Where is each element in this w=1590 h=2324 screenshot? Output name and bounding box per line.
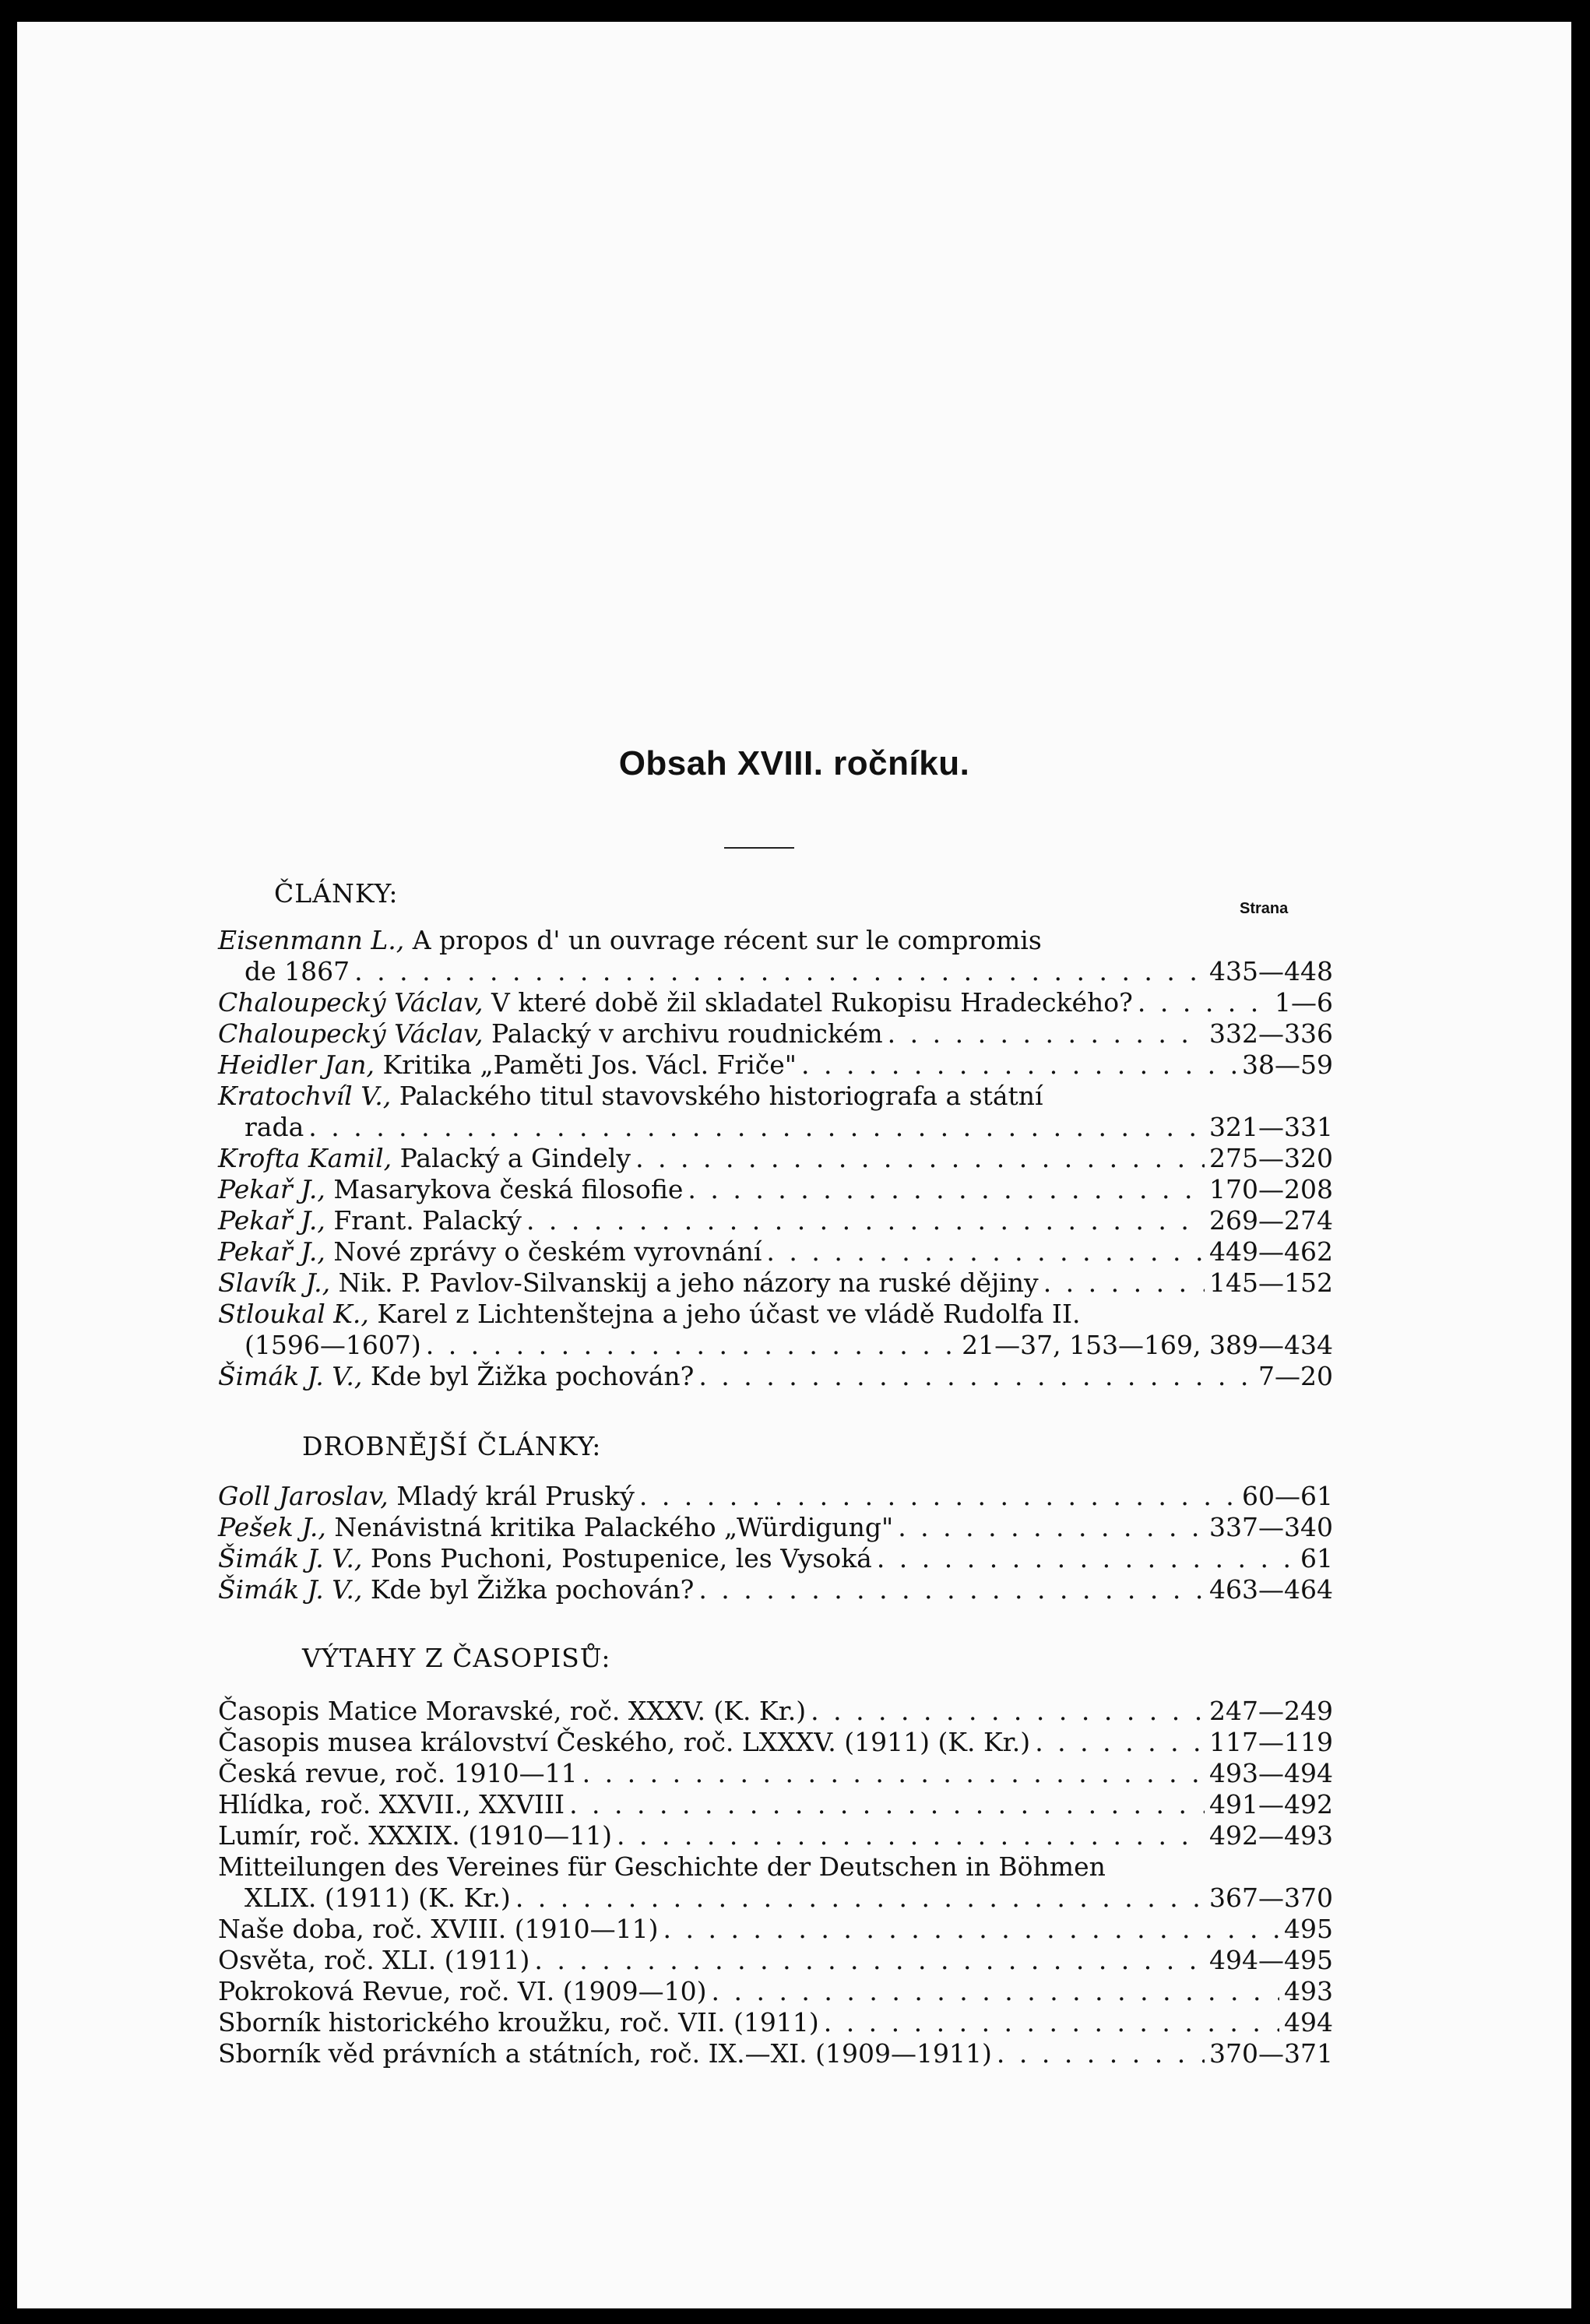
toc-page-range: 7—20: [1258, 1361, 1333, 1391]
toc-title: V které době žil skladatel Rukopisu Hradeckého?: [491, 987, 1133, 1018]
strana-label: Strana: [1240, 900, 1289, 917]
toc-title: Kde byl Žižka pochován?: [370, 1361, 695, 1391]
toc-title: Masarykova česká filosofie: [333, 1174, 684, 1204]
dot-leader: [688, 1174, 1205, 1205]
toc-page-range: 60—61: [1242, 1481, 1333, 1511]
dot-leader: [639, 1481, 1237, 1512]
toc-entry: [218, 1758, 1333, 1789]
toc-entry: [218, 1696, 1333, 1727]
page: [17, 22, 1571, 2308]
toc-page-range: 337—340: [1209, 1512, 1333, 1542]
toc-title: A propos d' un ouvrage récent sur le compromis: [412, 925, 1042, 955]
title-rule: [724, 847, 794, 849]
section-heading-clanky: ČLÁNKY:: [274, 878, 399, 909]
toc-page-range: 367—370: [1209, 1883, 1333, 1913]
toc-author: Šimák J. V.,: [218, 1361, 363, 1391]
toc-entry: [218, 1820, 1333, 1851]
toc-entry: [218, 1543, 1333, 1574]
toc-page-range: 435—448: [1209, 956, 1333, 986]
dot-leader: [811, 1696, 1205, 1727]
dot-leader: [801, 1049, 1237, 1081]
toc-title: Mitteilungen des Vereines für Geschichte der Deutschen in Böhmen: [218, 1851, 1106, 1882]
toc-title: Osvěta, roč. XLI. (1911): [218, 1945, 530, 1975]
toc-entry: [218, 1267, 1333, 1299]
toc-page-range: 117—119: [1209, 1727, 1333, 1757]
toc-title: Kde byl Žižka pochován?: [370, 1574, 695, 1605]
dot-leader: [698, 1361, 1254, 1392]
toc-entry: [218, 1914, 1333, 1945]
toc-entry: [218, 1361, 1333, 1392]
toc-title: Palacký a Gindely: [399, 1143, 631, 1173]
dot-leader: [877, 1543, 1296, 1574]
toc-author: Pekař J.,: [218, 1205, 325, 1236]
toc-entry: [218, 1143, 1333, 1174]
dot-leader: [712, 1976, 1280, 2007]
toc-title-continuation: rada: [244, 1112, 304, 1142]
toc-page-range: 493—494: [1209, 1758, 1333, 1788]
dot-leader: [635, 1143, 1205, 1174]
toc-entry: [218, 1727, 1333, 1758]
dot-leader: [1138, 987, 1270, 1018]
toc-title: Palackého titul stavovského historiografa a státní: [399, 1081, 1043, 1111]
toc-page-range: 247—249: [1209, 1696, 1333, 1726]
toc-entry: [218, 1174, 1333, 1205]
dot-leader: [997, 2038, 1205, 2069]
toc-author: Pekař J.,: [218, 1174, 325, 1204]
toc-entry: [218, 1018, 1333, 1049]
toc-list-vytahy: [218, 1696, 1333, 2069]
toc-entry: [218, 1049, 1333, 1081]
toc-title: Frant. Palacký: [333, 1205, 522, 1236]
toc-entry: [218, 1236, 1333, 1267]
toc-author: Krofta Kamil,: [218, 1143, 392, 1173]
toc-page-range: 61: [1300, 1543, 1333, 1573]
toc-entry: [218, 1081, 1333, 1143]
toc-entry: [218, 2038, 1333, 2069]
toc-title: Naše doba, roč. XVIII. (1910—11): [218, 1914, 659, 1944]
toc-page-range: 463—464: [1209, 1574, 1333, 1605]
toc-author: Goll Jaroslav,: [218, 1481, 389, 1511]
toc-page-range: 21—37, 153—169, 389—434: [962, 1330, 1333, 1360]
toc-page-range: 492—493: [1209, 1820, 1333, 1851]
dot-leader: [515, 1883, 1205, 1914]
toc-page-range: 275—320: [1209, 1143, 1333, 1173]
toc-title: Lumír, roč. XXXIX. (1910—11): [218, 1820, 612, 1851]
page-title: Obsah XVIII. ročníku.: [618, 744, 970, 782]
toc-entry: [218, 1574, 1333, 1605]
dot-leader: [617, 1820, 1205, 1851]
toc-page-range: 494—495: [1209, 1945, 1333, 1975]
toc-title: Pokroková Revue, roč. VI. (1909—10): [218, 1976, 707, 2006]
toc-author: Stloukal K.,: [218, 1299, 369, 1329]
toc-entry: [218, 2007, 1333, 2038]
toc-entry: [218, 1481, 1333, 1512]
dot-leader: [1043, 1267, 1205, 1299]
toc-title-continuation: de 1867: [244, 956, 350, 986]
toc-page-range: 269—274: [1209, 1205, 1333, 1236]
toc-page-range: 321—331: [1209, 1112, 1333, 1142]
toc-entry: [218, 925, 1333, 987]
toc-page-range: 491—492: [1209, 1789, 1333, 1819]
toc-title-continuation: XLIX. (1911) (K. Kr.): [244, 1883, 511, 1913]
toc-title: Mladý král Pruský: [396, 1481, 635, 1511]
toc-list-drobnejsi: [218, 1481, 1333, 1605]
toc-author: Šimák J. V.,: [218, 1543, 363, 1573]
toc-page-range: 145—152: [1209, 1267, 1333, 1298]
dot-leader: [766, 1236, 1205, 1267]
toc-title: Nik. P. Pavlov-Silvanskij a jeho názory na ruské dějiny: [338, 1267, 1039, 1298]
dot-leader: [663, 1914, 1279, 1945]
toc-title: Nové zprávy o českém vyrovnání: [333, 1236, 762, 1267]
toc-entry: [218, 1851, 1333, 1914]
toc-title-continuation: (1596—1607): [244, 1330, 421, 1360]
toc-page-range: 370—371: [1209, 2038, 1333, 2069]
toc-entry: [218, 1299, 1333, 1361]
toc-author: Kratochvíl V.,: [218, 1081, 392, 1111]
section-heading-vytahy: VÝTAHY Z ČASOPISŮ:: [302, 1643, 611, 1673]
toc-entry: [218, 987, 1333, 1018]
dot-leader: [308, 1112, 1205, 1143]
toc-title: Karel z Lichtenštejna a jeho účast ve vládě Rudolfa II.: [377, 1299, 1081, 1329]
dot-leader: [888, 1018, 1205, 1049]
toc-page-range: 493: [1284, 1976, 1333, 2006]
dot-leader: [1035, 1727, 1205, 1758]
dot-leader: [354, 956, 1205, 987]
toc-title: Kritika „Paměti Jos. Václ. Friče": [382, 1049, 797, 1080]
section-heading-drobnejsi: DROBNĚJŠÍ ČLÁNKY:: [302, 1431, 602, 1461]
toc-entry: [218, 1945, 1333, 1976]
toc-author: Chaloupecký Václav,: [218, 1018, 484, 1049]
toc-entry: [218, 1789, 1333, 1820]
toc-list-clanky: [218, 925, 1333, 1392]
toc-title: Pons Puchoni, Postupenice, les Vysoká: [370, 1543, 872, 1573]
toc-title: Nenávistná kritika Palackého „Würdigung": [334, 1512, 894, 1542]
toc-title: Hlídka, roč. XXVII., XXVIII: [218, 1789, 565, 1819]
dot-leader: [698, 1574, 1205, 1605]
toc-page-range: 332—336: [1209, 1018, 1333, 1049]
toc-page-range: 170—208: [1209, 1174, 1333, 1204]
dot-leader: [534, 1945, 1205, 1976]
toc-author: Šimák J. V.,: [218, 1574, 363, 1605]
toc-entry: [218, 1512, 1333, 1543]
toc-page-range: 495: [1284, 1914, 1333, 1944]
dot-leader: [569, 1789, 1205, 1820]
dot-leader: [824, 2007, 1279, 2038]
toc-author: Pešek J.,: [218, 1512, 326, 1542]
toc-entry: [218, 1205, 1333, 1236]
toc-page-range: 494: [1284, 2007, 1333, 2037]
dot-leader: [582, 1758, 1205, 1789]
dot-leader: [526, 1205, 1205, 1236]
toc-page-range: 449—462: [1209, 1236, 1333, 1267]
toc-entry: [218, 1976, 1333, 2007]
toc-author: Pekař J.,: [218, 1236, 325, 1267]
toc-title: Časopis Matice Moravské, roč. XXXV. (K. Kr.): [218, 1696, 807, 1726]
toc-page-range: 1—6: [1275, 987, 1333, 1018]
toc-title: Palacký v archivu roudnickém: [491, 1018, 883, 1049]
dot-leader: [898, 1512, 1205, 1543]
toc-author: Eisenmann L.,: [218, 925, 405, 955]
toc-title: Česká revue, roč. 1910—11: [218, 1758, 578, 1788]
toc-author: Heidler Jan,: [218, 1049, 375, 1080]
toc-page-range: 38—59: [1242, 1049, 1333, 1080]
toc-author: Slavík J.,: [218, 1267, 331, 1298]
toc-author: Chaloupecký Václav,: [218, 987, 484, 1018]
dot-leader: [426, 1330, 957, 1361]
toc-title: Sborník historického kroužku, roč. VII. (1911): [218, 2007, 819, 2037]
toc-title: Sborník věd právních a státních, roč. IX.—XI. (1909—1911): [218, 2038, 992, 2069]
toc-title: Časopis musea království Českého, roč. LXXXV. (1911) (K. Kr.): [218, 1727, 1031, 1757]
